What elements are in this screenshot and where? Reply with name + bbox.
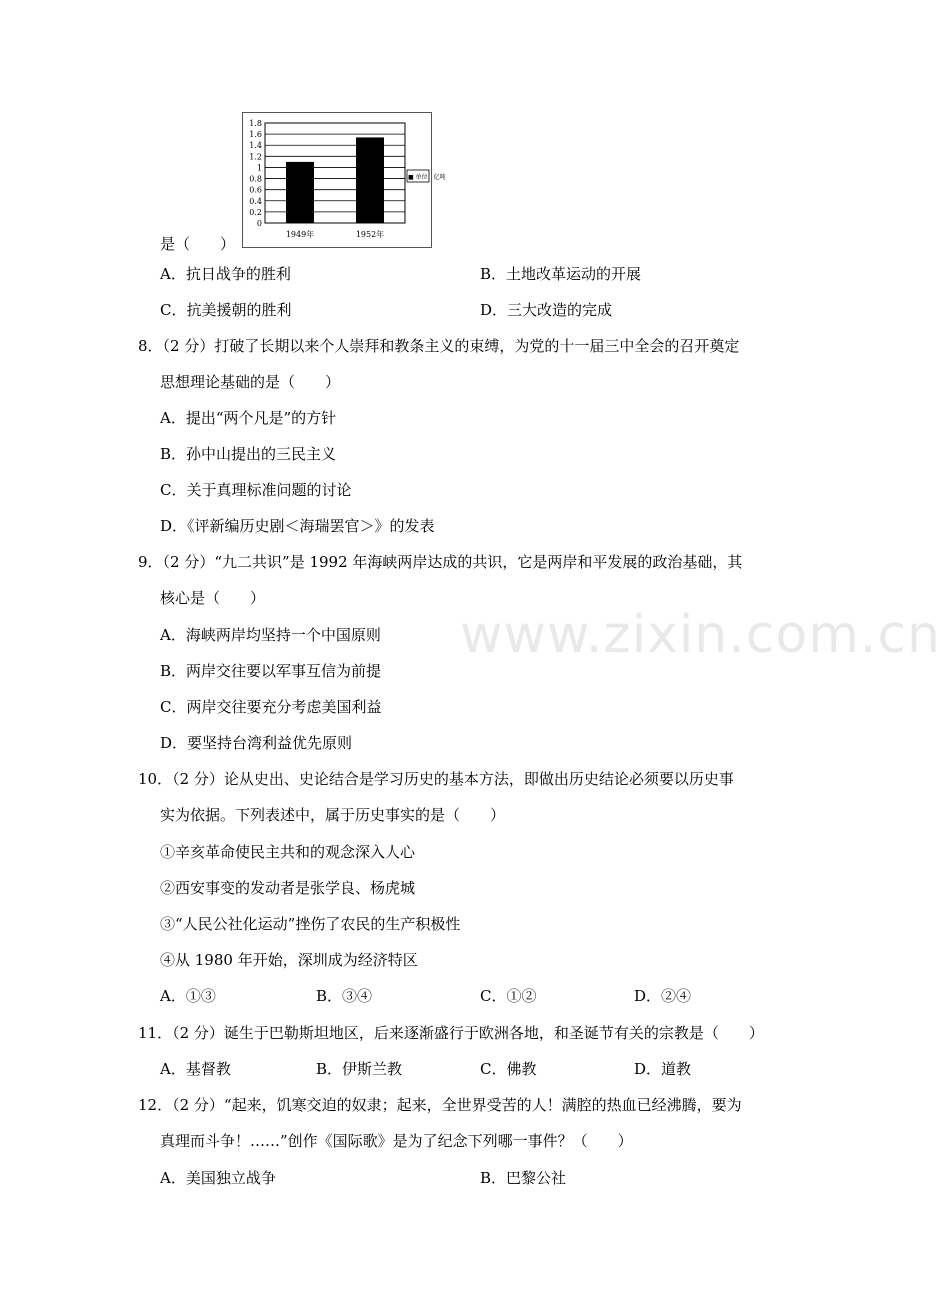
q7-option-c: C．抗美援朝的胜利 xyxy=(160,301,292,319)
y-tick-label: 1.6 xyxy=(249,130,262,140)
q10-statement-2: ②西安事变的发动者是张学良、杨虎城 xyxy=(160,879,416,897)
q9-stem-line2: 核心是（ ） xyxy=(160,589,266,607)
bar-chart-svg xyxy=(243,113,446,247)
q10-option-c: C．①② xyxy=(480,987,537,1005)
q11-option-c: C．佛教 xyxy=(480,1060,537,1078)
x-tick-label: 1952年 xyxy=(355,230,385,239)
q10-option-d: D．②④ xyxy=(634,987,692,1005)
y-tick-label: 1.2 xyxy=(249,152,262,162)
q7-stem-tail: 是（ ） xyxy=(160,235,236,253)
q8-option-d: D．《评新编历史剧＜海瑞罢官＞》的发表 xyxy=(160,517,435,535)
q7-option-b: B．土地改革运动的开展 xyxy=(480,265,642,283)
y-tick-label: 0.2 xyxy=(249,207,262,217)
x-tick-label: 1949年 xyxy=(285,230,315,239)
q12-stem-line2: 真理而斗争！……”创作《国际歌》是为了纪念下列哪一事件？（ ） xyxy=(160,1132,633,1150)
y-tick-label: 1.4 xyxy=(249,141,262,151)
q12-option-b: B．巴黎公社 xyxy=(480,1169,567,1187)
y-tick-label: 1.8 xyxy=(249,119,262,128)
q7-option-a: A．抗日战争的胜利 xyxy=(160,265,291,283)
q8-option-c: C．关于真理标准问题的讨论 xyxy=(160,481,352,499)
q10-stem-line2: 实为依据。下列表述中，属于历史事实的是（ ） xyxy=(160,806,506,824)
q11-stem-line1: 11．（2 分）诞生于巴勒斯坦地区，后来逐渐盛行于欧洲各地，和圣诞节有关的宗教是（ ） xyxy=(138,1024,764,1042)
q7-option-d: D．三大改造的完成 xyxy=(480,301,613,319)
q8-stem-line1: 8．（2 分）打破了长期以来个人崇拜和教条主义的束缚，为党的十一届三中全会的召开奠定 xyxy=(138,337,740,355)
watermark: www.zixin.com.cn xyxy=(460,605,941,665)
q11-option-d: D．道教 xyxy=(634,1060,692,1078)
q12-stem-line1: 12．（2 分）“起来，饥寒交迫的奴隶；起来，全世界受苦的人！满腔的热血已经沸腾，要为 xyxy=(138,1096,742,1114)
q10-statement-1: ①辛亥革命使民主共和的观念深入人心 xyxy=(160,843,416,861)
q11-option-b: B．伊斯兰教 xyxy=(316,1060,403,1078)
q8-option-a: A．提出“两个凡是”的方针 xyxy=(160,409,337,427)
q10-option-b: B．③④ xyxy=(316,987,373,1005)
bar-chart xyxy=(242,112,446,248)
q9-option-b: B．两岸交往要以军事互信为前提 xyxy=(160,662,382,680)
q10-stem-line1: 10．（2 分）论从史出、史论结合是学习历史的基本方法，即做出历史结论必须要以历史事 xyxy=(138,770,734,788)
y-tick-label: 0 xyxy=(256,219,262,228)
q10-statement-3: ③“人民公社化运动”挫伤了农民的生产积极性 xyxy=(160,915,461,933)
q9-option-a: A．海峡两岸均坚持一个中国原则 xyxy=(160,626,381,644)
legend-label: ■ 单位：亿吨 xyxy=(408,174,446,181)
q9-stem-line1: 9．（2 分）“九二共识”是 1992 年海峡两岸达成的共识，它是两岸和平发展的政治基础，其 xyxy=(138,553,743,571)
q9-option-c: C．两岸交往要充分考虑美国利益 xyxy=(160,698,382,716)
bar xyxy=(286,162,314,223)
y-tick-label: 0.6 xyxy=(249,185,262,195)
q9-option-d: D．要坚持台湾利益优先原则 xyxy=(160,734,353,752)
q8-option-b: B．孙中山提出的三民主义 xyxy=(160,445,337,463)
bar xyxy=(356,137,384,223)
q12-option-a: A．美国独立战争 xyxy=(160,1169,276,1187)
q8-stem-line2: 思想理论基础的是（ ） xyxy=(160,373,341,391)
y-tick-label: 0.8 xyxy=(249,174,262,184)
q10-option-a: A．①③ xyxy=(160,987,216,1005)
q10-statement-4: ④从 1980 年开始，深圳成为经济特区 xyxy=(160,951,418,969)
y-tick-label: 1 xyxy=(256,163,262,173)
y-tick-label: 0.4 xyxy=(249,196,262,206)
q11-option-a: A．基督教 xyxy=(160,1060,231,1078)
